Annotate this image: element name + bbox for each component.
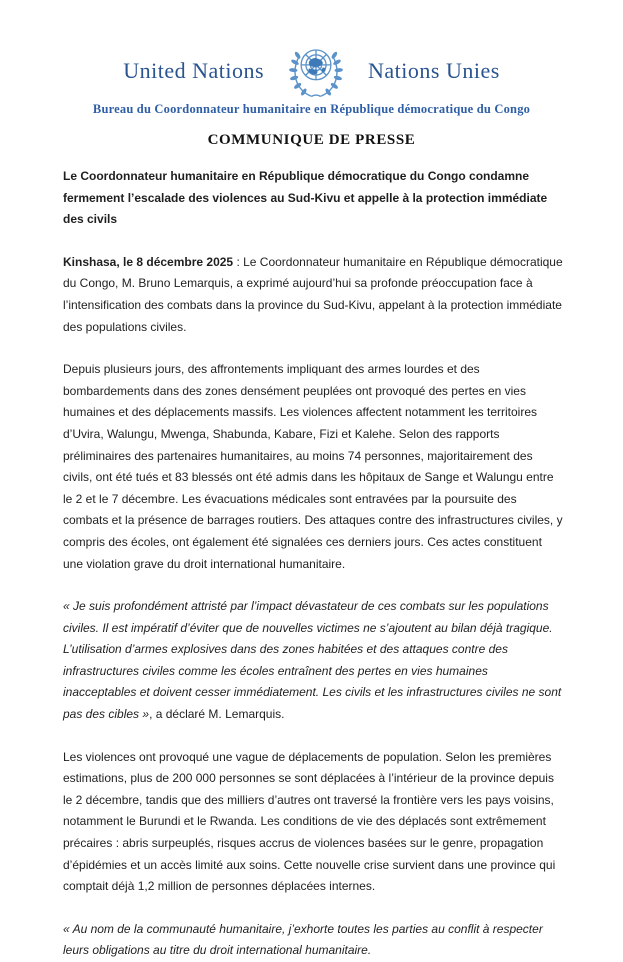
headline: Le Coordonnateur humanitaire en République démocratique du Congo condamne fermement l’escalade des violences au Sud-Kivu et appelle à la protection immédiate des civils — [63, 169, 548, 227]
paragraph: Kinshasa, le 8 décembre 2025 : Le Coordonnateur humanitaire en République démocratique du Congo, M. Bruno Lemarquis, a exprimé aujourd’hui sa profonde préoccupation face à l’intensification des combats dans la province du Sud-Kivu, appelant à la protection immédiate des populations civiles. — [63, 254, 563, 334]
paragraph: Depuis plusieurs jours, des affrontements impliquant des armes lourdes et des bombardements dans des zones densément peuplées ont provoqué des pertes en vies humaines et des déplacements massifs. Les violences affectent notamment les territoires d’Uvira, Walungu, Mwenga, Shabunda, Kabare, Fizi et Kalehe. Selon des rapports préliminaires des partenaires humanitaires, au moins 74 personnes, majoritairement des civils, ont été tués et 83 blessés ont été admis dans les hôpitaux de Sange et Walungu entre le 2 et le 7 décembre. Les évacuations médicales sont entravées par la poursuite des combats et la présence de barrages routiers. Des attaques contre des infrastructures civiles, y compris des écoles, ont également été signalées ces derniers jours. Ces actes constituent une violation grave du droit international humanitaire. — [63, 362, 563, 571]
document-type-title: COMMUNIQUE DE PRESSE — [207, 132, 416, 148]
paragraph: « Je suis profondément attristé par l’impact dévastateur de ces combats sur les populations civiles. Il est impératif d’éviter que de nouvelles victimes ne s’ajoutent au bilan déjà tragique. L’utilisation d’armes explosives dans des zones habitées et des attaques contre des infrastructures civiles comme les écoles entraînent des pertes en vies humaines inacceptables et doivent cesser immédiatement. Les civils et les infrastructures civiles ne sont pas des cibles », a déclaré M. Lemarquis. — [63, 599, 562, 722]
un-name-french: Nations Unies — [368, 58, 500, 83]
document-body — [0, 149, 623, 962]
paragraph: « Au nom de la communauté humanitaire, j’exhorte toutes les parties au conflit à respecter leurs obligations au titre du droit international humanitaire. — [63, 921, 543, 958]
un-masthead — [0, 42, 623, 100]
bureau-line: Bureau du Coordonnateur humanitaire en République démocratique du Congo — [92, 102, 531, 116]
un-name-english: United Nations — [123, 58, 265, 83]
un-emblem-icon — [288, 42, 344, 100]
document-header — [0, 0, 623, 149]
paragraph: Les violences ont provoqué une vague de déplacements de population. Selon les premières estimations, plus de 200 000 personnes se sont déplacées à l’intérieur de la province depuis le 2 décembre, tandis que des milliers d’autres ont traversé la frontière vers les pays voisins, notamment le Burundi et le Rwanda. Les conditions de vie des déplacés sont extrêmement précaires : abris surpeuplés, risques accrus de violences basées sur le genre, propagation d’épidémies et un accès limité aux soins. Cette nouvelle crise survient dans une province qui comptait déjà 1,2 million de personnes déplacées internes. — [63, 749, 556, 894]
paragraphs-container — [63, 252, 563, 962]
